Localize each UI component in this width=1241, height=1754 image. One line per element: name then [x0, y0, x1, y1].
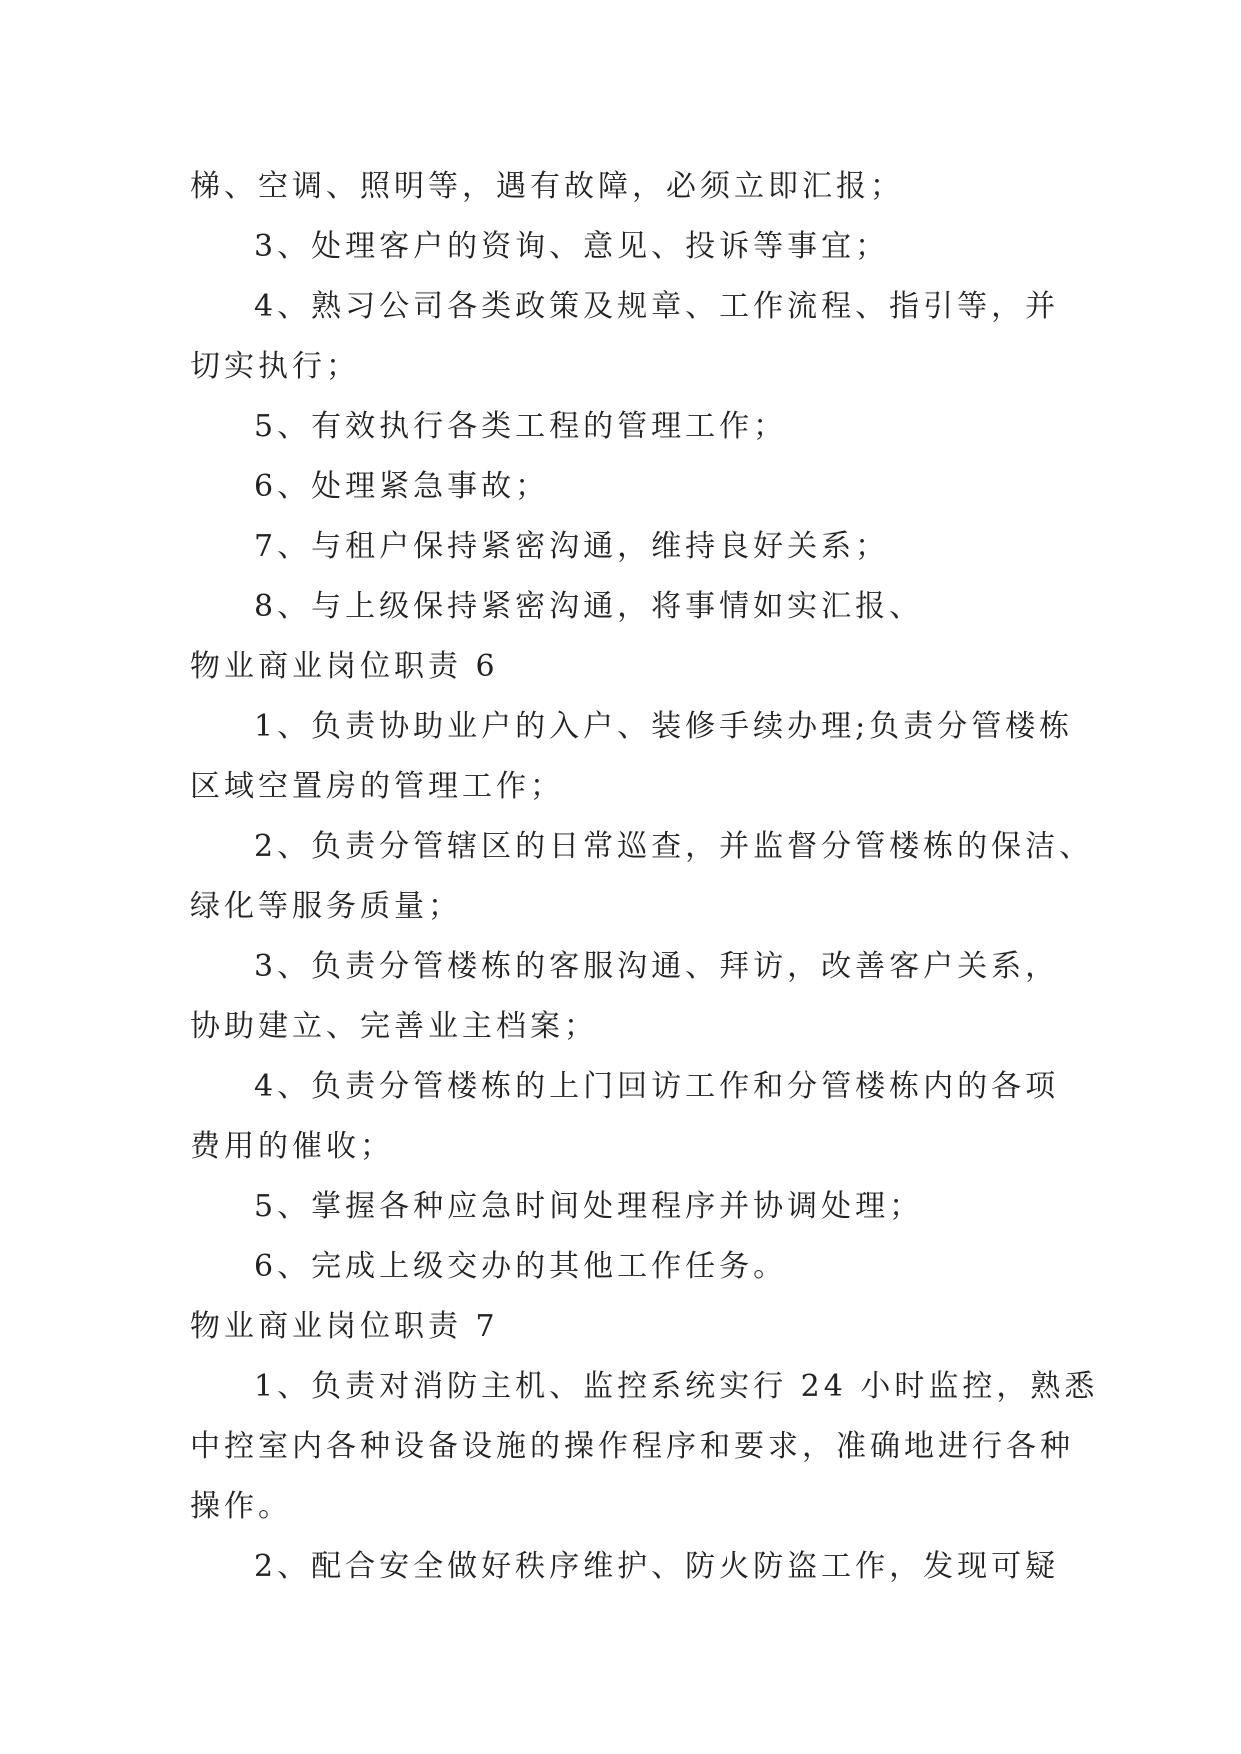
list-item: 1、负责协助业户的入户、装修手续办理;负责分管楼栋 — [254, 709, 1074, 744]
list-item: 2、配合安全做好秩序维护、防火防盗工作，发现可疑 — [254, 1549, 1060, 1584]
text-line: 费用的催收； — [190, 1129, 394, 1164]
list-item: 3、负责分管楼栋的客服沟通、拜访，改善客户关系， — [254, 949, 1060, 984]
section-heading: 物业商业岗位职责 6 — [190, 649, 499, 684]
text-line: 中控室内各种设备设施的操作程序和要求，准确地进行各种 — [190, 1429, 1074, 1464]
document-body — [190, 157, 1099, 1597]
list-item: 5、掌握各种应急时间处理程序并协调处理； — [254, 1189, 924, 1224]
list-item: 6、完成上级交办的其他工作任务。 — [254, 1249, 788, 1284]
list-item: 4、熟习公司各类政策及规章、工作流程、指引等，并 — [254, 289, 1060, 324]
list-item: 8、与上级保持紧密沟通，将事情如实汇报、 — [254, 589, 924, 624]
list-item: 7、与租户保持紧密沟通，维持良好关系； — [254, 529, 890, 564]
text-line: 操作。 — [190, 1489, 292, 1524]
text-line: 切实执行； — [190, 349, 360, 384]
section-heading: 物业商业岗位职责 7 — [190, 1309, 499, 1344]
list-item: 6、处理紧急事故； — [254, 469, 550, 504]
list-item: 2、负责分管辖区的日常巡查，并监督分管楼栋的保洁、 — [254, 829, 1094, 864]
list-item: 3、处理客户的资询、意见、投诉等事宜； — [254, 229, 890, 264]
text-line: 梯、空调、照明等，遇有故障，必须立即汇报； — [190, 169, 904, 204]
list-item: 1、负责对消防主机、监控系统实行 24 小时监控，熟悉 — [254, 1369, 1099, 1404]
text-line: 区域空置房的管理工作； — [190, 769, 564, 804]
text-line: 绿化等服务质量； — [190, 889, 462, 924]
list-item: 4、负责分管楼栋的上门回访工作和分管楼栋内的各项 — [254, 1069, 1060, 1104]
text-line: 协助建立、完善业主档案； — [190, 1009, 598, 1044]
list-item: 5、有效执行各类工程的管理工作； — [254, 409, 788, 444]
